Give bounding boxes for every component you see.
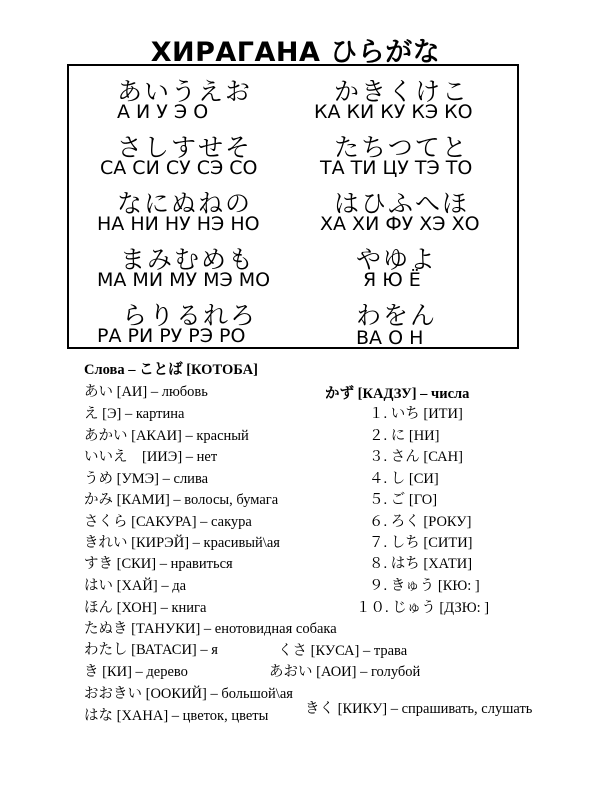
- word-item: いいえ [ИИЭ] – нет: [84, 449, 218, 465]
- kana-row-m: まみむめも: [120, 245, 256, 274]
- word-item: ほん [ХОН] – книга: [84, 600, 207, 616]
- romaji-row-k: КА КИ КУ КЭ КО: [314, 101, 473, 123]
- kana-row-y: やゆよ: [356, 245, 438, 274]
- number-item: ８. はち [ХАТИ]: [369, 556, 473, 572]
- word-item-extra: くさ [КУСА] – трава: [278, 643, 408, 659]
- number-item: ９. きゅう [КЮ: ]: [369, 578, 480, 594]
- page-title: ХИРАГАНА ひらがな: [150, 37, 441, 68]
- number-item: ５. ご [ГО]: [369, 492, 438, 508]
- romaji-row-t: ТА ТИ ЦУ ТЭ ТО: [320, 157, 473, 179]
- kana-row-w: わをん: [356, 301, 438, 330]
- word-item: おおきい [ООКИЙ] – большой\ая: [84, 686, 293, 702]
- word-item: たぬき [ТАНУКИ] – енотовидная собака: [84, 621, 337, 637]
- number-item: ７. しち [СИТИ]: [369, 535, 473, 551]
- word-item: わたし [ВАТАСИ] – я: [84, 642, 218, 658]
- word-item: さくら [САКУРА] – сакура: [84, 514, 252, 530]
- romaji-row-r: РА РИ РУ РЭ РО: [97, 325, 246, 347]
- romaji-row-h: ХА ХИ ФУ ХЭ ХО: [320, 213, 480, 235]
- kana-row-r: らりるれろ: [122, 301, 258, 330]
- number-item: ３. さん [САН]: [369, 449, 463, 465]
- kana-row-n: なにぬねの: [117, 189, 253, 218]
- kana-row-t: たちつてと: [334, 133, 469, 162]
- word-item-extra: あおい [АОИ] – голубой: [269, 664, 421, 680]
- kana-row-k: かきくけこ: [334, 77, 470, 106]
- kana-row-h: はひふへほ: [334, 189, 470, 218]
- number-item: ２. に [НИ]: [369, 428, 440, 444]
- number-item: １. いち [ИТИ]: [369, 406, 463, 422]
- romaji-row-vowels: А И У Э О: [117, 101, 209, 123]
- number-item: ４. し [СИ]: [369, 471, 439, 487]
- romaji-row-w: ВА О Н: [356, 327, 424, 349]
- romaji-row-m: МА МИ МУ МЭ МО: [97, 269, 271, 291]
- word-item: き [КИ] – дерево: [84, 664, 188, 680]
- word-item: あかい [АКАИ] – красный: [84, 428, 249, 444]
- kana-row-vowels: あいうえお: [117, 77, 253, 106]
- words-heading: Слова – ことば [КОТОБА]: [84, 362, 258, 378]
- kana-row-s: さしすせそ: [117, 133, 253, 162]
- word-item: すき [СКИ] – нравиться: [84, 556, 233, 572]
- word-item: きれい [КИРЭЙ] – красивый\ая: [84, 535, 280, 551]
- romaji-row-y: Я Ю Ё: [363, 269, 421, 291]
- word-item: うめ [УМЭ] – слива: [84, 471, 209, 487]
- word-item: かみ [КАМИ] – волосы, бумага: [84, 492, 279, 508]
- number-item: １０. じゅう [ДЗЮ: ]: [356, 600, 490, 616]
- number-item: ６. ろく [РОКУ]: [369, 514, 472, 530]
- word-item: え [Э] – картина: [84, 406, 185, 422]
- word-item: はな [ХАНА] – цветок, цветы: [84, 708, 269, 724]
- word-item: はい [ХАЙ] – да: [84, 578, 187, 594]
- romaji-row-n: НА НИ НУ НЭ НО: [97, 213, 260, 235]
- numbers-heading: かず [КАДЗУ] – числа: [325, 386, 470, 402]
- word-item: あい [АИ] – любовь: [84, 384, 208, 400]
- romaji-row-s: СА СИ СУ СЭ СО: [100, 157, 258, 179]
- word-item-extra: きく [КИКУ] – спрашивать, слушать: [305, 701, 533, 717]
